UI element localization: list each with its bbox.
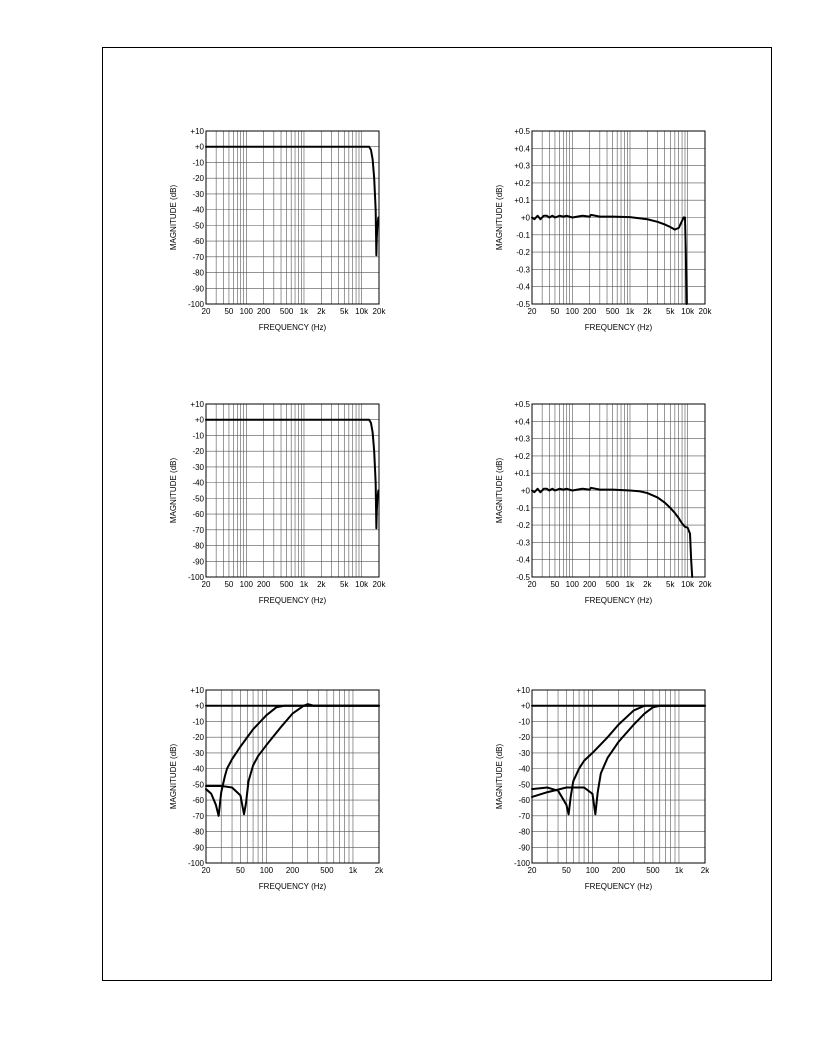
x-tick-label: 2k: [643, 580, 652, 589]
y-axis-label: MAGNITUDE (dB): [169, 184, 178, 251]
y-tick-label: +0.3: [514, 161, 530, 171]
y-tick-label: -20: [192, 733, 204, 743]
chart-5: [166, 684, 411, 909]
y-tick-label: -10: [192, 717, 204, 727]
x-tick-label: 50: [235, 866, 245, 875]
y-tick-label: -0.5: [516, 300, 530, 309]
chart-6: [492, 684, 737, 909]
y-tick-label: -40: [518, 764, 530, 774]
x-tick-label: 500: [320, 866, 334, 875]
y-tick-label: -80: [518, 827, 530, 837]
x-tick-label: 100: [259, 866, 274, 875]
y-axis-label: MAGNITUDE (dB): [495, 184, 504, 251]
x-tick-label: 50: [224, 307, 234, 316]
y-tick-label: -30: [192, 462, 204, 472]
y-tick-label: -10: [192, 431, 204, 441]
y-tick-label: -10: [518, 717, 530, 727]
x-tick-label: 1k: [348, 866, 358, 875]
x-tick-label: 200: [582, 580, 597, 589]
y-tick-label: -70: [192, 525, 204, 535]
y-tick-label: -100: [187, 300, 204, 309]
y-tick-label: -30: [192, 189, 204, 199]
x-tick-label: 5k: [666, 580, 675, 589]
plot-frame: [206, 131, 379, 304]
y-tick-label: -90: [518, 843, 530, 853]
x-tick-label: 100: [565, 580, 579, 589]
y-tick-label: -80: [192, 541, 204, 551]
y-tick-label: +0: [194, 142, 204, 152]
chart-1: [166, 125, 411, 350]
y-tick-label: +0.2: [514, 451, 530, 461]
y-tick-label: +0: [194, 415, 204, 425]
y-tick-label: -30: [192, 748, 204, 758]
x-tick-label: 20k: [372, 580, 386, 589]
x-tick-label: 100: [585, 866, 600, 875]
y-tick-label: -50: [192, 494, 204, 504]
y-tick-label: +10: [190, 400, 204, 409]
plot-frame: [206, 404, 379, 577]
x-tick-label: 1k: [299, 307, 309, 316]
x-tick-label: 500: [279, 580, 294, 589]
x-tick-label: 20: [527, 307, 537, 316]
x-tick-label: 1k: [674, 866, 684, 875]
x-axis-label: FREQUENCY (Hz): [258, 323, 327, 332]
y-tick-label: -20: [192, 447, 204, 457]
y-tick-label: -70: [192, 252, 204, 262]
x-tick-label: 200: [582, 307, 597, 316]
y-tick-label: -60: [192, 510, 204, 520]
y-tick-label: -40: [192, 205, 204, 215]
y-tick-label: +0: [520, 701, 530, 711]
x-tick-label: 50: [561, 866, 571, 875]
chart-3: [166, 398, 411, 623]
x-tick-label: 1k: [299, 580, 309, 589]
x-axis-label: FREQUENCY (Hz): [584, 882, 653, 891]
x-tick-label: 2k: [317, 307, 326, 316]
y-tick-label: -0.1: [516, 503, 530, 513]
y-tick-label: -60: [192, 796, 204, 806]
y-tick-label: -10: [192, 158, 204, 168]
y-tick-label: +0.2: [514, 178, 530, 188]
y-tick-label: +0.4: [514, 417, 530, 427]
x-tick-label: 10k: [681, 307, 695, 316]
x-tick-label: 10k: [355, 580, 369, 589]
x-tick-label: 100: [239, 580, 253, 589]
y-tick-label: -0.5: [516, 573, 530, 582]
x-tick-label: 1k: [625, 580, 635, 589]
y-tick-label: -0.3: [516, 265, 530, 275]
x-tick-label: 50: [550, 580, 560, 589]
y-tick-label: -0.2: [516, 248, 530, 258]
y-tick-label: +0: [194, 701, 204, 711]
y-tick-label: -100: [187, 573, 204, 582]
x-tick-label: 2k: [700, 866, 710, 875]
x-tick-label: 20: [527, 866, 537, 875]
y-tick-label: -60: [192, 237, 204, 247]
y-axis-label: MAGNITUDE (dB): [495, 743, 504, 810]
x-tick-label: 20: [201, 580, 211, 589]
y-tick-label: +0.4: [514, 144, 530, 154]
y-axis-label: MAGNITUDE (dB): [169, 743, 178, 810]
x-tick-label: 200: [256, 580, 271, 589]
y-tick-label: +0.3: [514, 434, 530, 444]
y-tick-label: -0.4: [516, 282, 530, 292]
x-tick-label: 2k: [643, 307, 652, 316]
y-tick-label: -90: [192, 557, 204, 567]
x-tick-label: 50: [224, 580, 234, 589]
y-tick-label: -70: [518, 811, 530, 821]
grid: [206, 404, 379, 577]
x-tick-label: 20: [201, 307, 211, 316]
y-tick-label: -0.2: [516, 521, 530, 531]
y-tick-label: +0.5: [514, 127, 530, 136]
y-tick-label: -50: [518, 780, 530, 790]
y-tick-label: +10: [190, 127, 204, 136]
y-tick-label: -60: [518, 796, 530, 806]
chart-4: [492, 398, 737, 623]
x-tick-label: 20k: [698, 580, 712, 589]
x-tick-label: 5k: [666, 307, 675, 316]
y-axis-label: MAGNITUDE (dB): [495, 457, 504, 524]
x-tick-label: 500: [646, 866, 660, 875]
y-tick-label: +0.5: [514, 400, 530, 409]
y-tick-label: -30: [518, 748, 530, 758]
x-axis-label: FREQUENCY (Hz): [584, 596, 653, 605]
y-tick-label: +0: [520, 213, 530, 223]
x-tick-label: 20k: [372, 307, 386, 316]
x-tick-label: 100: [565, 307, 579, 316]
x-axis-label: FREQUENCY (Hz): [584, 323, 653, 332]
y-tick-label: -90: [192, 284, 204, 294]
x-tick-label: 50: [550, 307, 560, 316]
x-tick-label: 5k: [340, 580, 349, 589]
x-tick-label: 5k: [340, 307, 349, 316]
y-tick-label: +0.1: [514, 196, 530, 206]
y-tick-label: -0.4: [516, 555, 530, 565]
y-tick-label: -50: [192, 780, 204, 790]
x-tick-label: 20: [201, 866, 211, 875]
y-tick-label: +10: [190, 686, 204, 695]
y-tick-label: -100: [513, 859, 530, 868]
y-tick-label: -80: [192, 827, 204, 837]
x-tick-label: 200: [285, 866, 300, 875]
y-tick-label: -80: [192, 268, 204, 278]
x-tick-label: 20k: [698, 307, 712, 316]
y-tick-label: -0.3: [516, 538, 530, 548]
y-tick-label: -40: [192, 764, 204, 774]
x-axis-label: FREQUENCY (Hz): [258, 882, 327, 891]
y-tick-label: -20: [192, 174, 204, 184]
x-tick-label: 20: [527, 580, 537, 589]
x-tick-label: 2k: [374, 866, 384, 875]
x-tick-label: 10k: [355, 307, 369, 316]
x-tick-label: 500: [605, 580, 620, 589]
grid: [206, 131, 379, 304]
x-tick-label: 200: [611, 866, 626, 875]
y-tick-label: -0.1: [516, 230, 530, 240]
x-tick-label: 2k: [317, 580, 326, 589]
y-tick-label: -20: [518, 733, 530, 743]
x-tick-label: 500: [605, 307, 620, 316]
y-tick-label: +10: [516, 686, 530, 695]
x-tick-label: 1k: [625, 307, 635, 316]
y-tick-label: -50: [192, 221, 204, 231]
y-tick-label: -70: [192, 811, 204, 821]
x-tick-label: 100: [239, 307, 253, 316]
grid: [206, 690, 379, 863]
y-tick-label: +0: [520, 486, 530, 496]
y-axis-label: MAGNITUDE (dB): [169, 457, 178, 524]
chart-2: [492, 125, 737, 350]
x-tick-label: 500: [279, 307, 294, 316]
y-tick-label: -100: [187, 859, 204, 868]
y-tick-label: -40: [192, 478, 204, 488]
y-tick-label: -90: [192, 843, 204, 853]
x-axis-label: FREQUENCY (Hz): [258, 596, 327, 605]
x-tick-label: 10k: [681, 580, 695, 589]
series-line-response: [532, 488, 692, 577]
grid: [532, 690, 705, 863]
x-tick-label: 200: [256, 307, 271, 316]
y-tick-label: +0.1: [514, 469, 530, 479]
